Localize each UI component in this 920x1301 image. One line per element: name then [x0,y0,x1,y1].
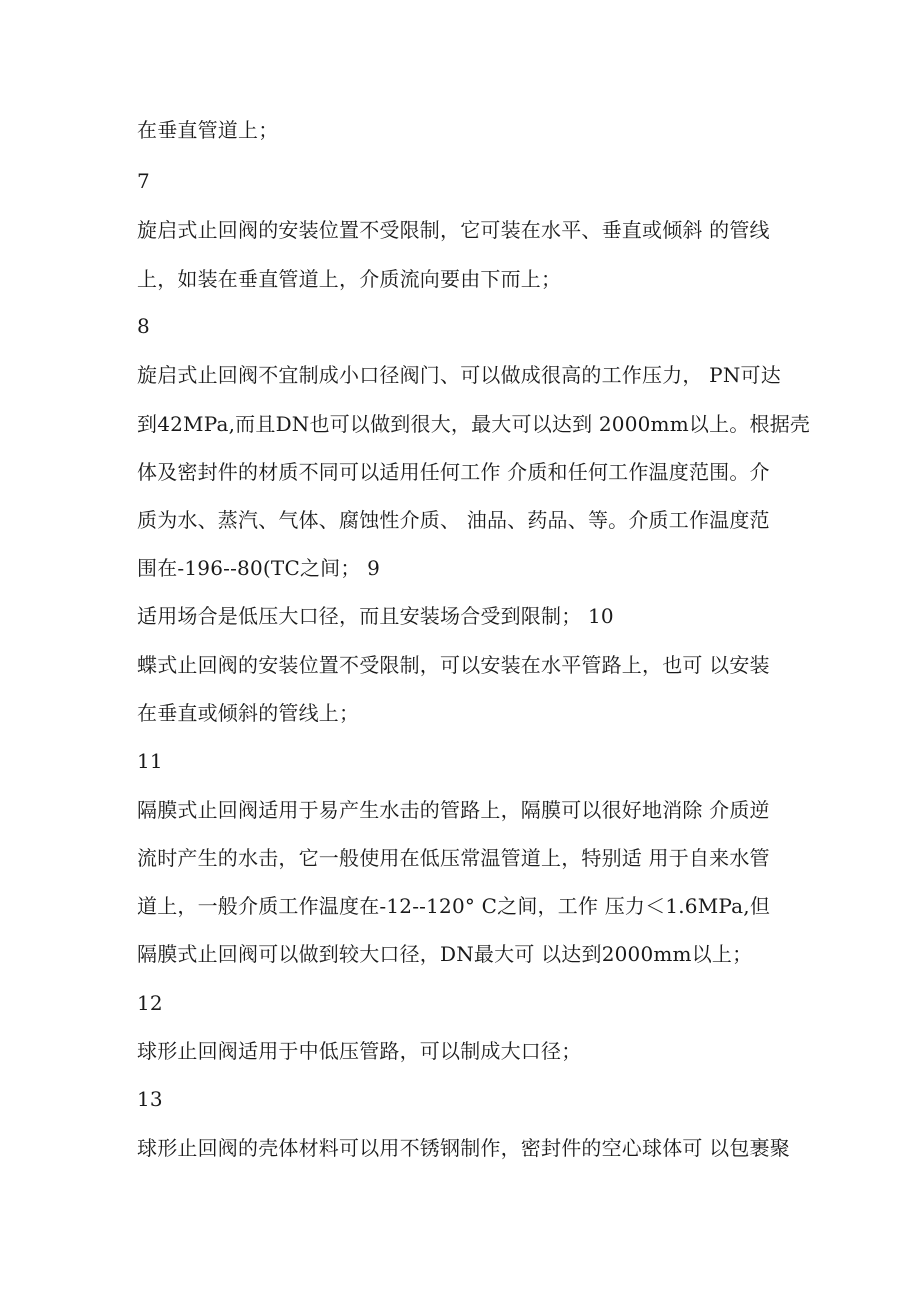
text-line: 球形止回阀适用于中低压管路，可以制成大口径； [137,1039,582,1063]
text-line: 道上，一般介质工作温度在-12--120° C之间，工作 压力＜1.6MPa,但 [137,894,771,918]
text-line: 上，如装在垂直管道上，介质流向要由下而上； [137,267,562,291]
text-line: 质为水、蒸汽、气体、腐蚀性介质、 油品、药品、等。介质工作温度范 [137,508,770,532]
text-line: 球形止回阀的壳体材料可以用不锈钢制作，密封件的空心球体可 以包裹聚 [137,1136,790,1160]
item-number: 7 [137,169,150,193]
text-line: 围在-196--80(TC之间； 9 [137,556,381,580]
text-line: 在垂直管道上； [137,118,279,142]
text-line: 流时产生的水击，它一般使用在低压常温管道上，特别适 用于自来水管 [137,846,770,870]
text-line: 旋启式止回阀的安装位置不受限制，它可装在水平、垂直或倾斜 的管线 [137,218,770,242]
text-line: 隔膜式止回阀适用于易产生水击的管路上，隔膜可以很好地消除 介质逆 [137,798,770,822]
item-number: 11 [137,749,163,773]
text-line: 旋启式止回阀不宜制成小口径阀门、可以做成很高的工作压力， PN可达 [137,363,781,387]
text-line: 蝶式止回阀的安装位置不受限制，可以安装在水平管路上，也可 以安装 [137,653,770,677]
text-line: 到42MPa,而且DN也可以做到很大，最大可以达到 2000mm以上。根据壳 [137,412,811,436]
item-number: 8 [137,314,150,338]
text-line: 体及密封件的材质不同可以适用任何工作 介质和任何工作温度范围。介 [137,460,770,484]
text-line: 适用场合是低压大口径，而且安装场合受到限制； 10 [137,604,614,628]
text-line: 隔膜式止回阀可以做到较大口径，DN最大可 以达到2000mm以上； [137,942,753,966]
text-line: 在垂直或倾斜的管线上； [137,701,360,725]
item-number: 13 [137,1087,163,1111]
item-number: 12 [137,991,163,1015]
